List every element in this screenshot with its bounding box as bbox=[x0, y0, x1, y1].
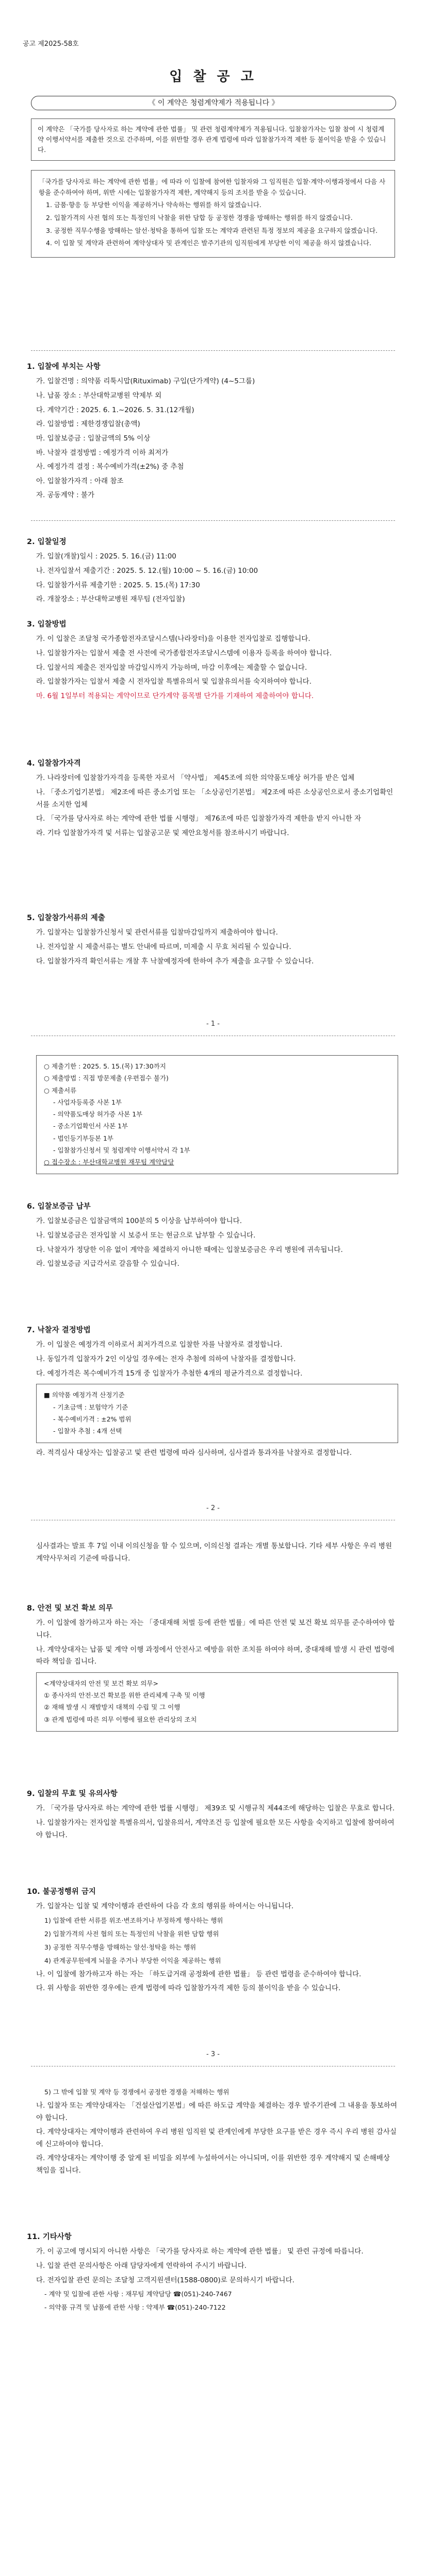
section-item: 가. 입찰(개찰)일시 : 2025. 5. 16.(금) 11:00 bbox=[36, 552, 176, 561]
section-item: 다. 전자입찰 관련 문의는 조달청 고객지원센터(1588-0800)로 문의하시기 바랍니다. bbox=[36, 2276, 294, 2284]
section-eligibility bbox=[27, 757, 398, 842]
submission-details bbox=[36, 1055, 398, 1174]
section-item: 다. 위 사항을 위반한 경우에는 관계 법령에 따라 입찰참가자격 제한 등의 불이익을 받을 수 있습니다. bbox=[36, 1984, 341, 1993]
submission-line: - 의약품도매상 허가증 사본 1부 bbox=[53, 1110, 143, 1118]
section-heading: 11. 기타사항 bbox=[27, 2233, 72, 2241]
section-item: 나. 입찰보증금은 전자입찰 시 보증서 또는 현금으로 납부할 수 있습니다. bbox=[36, 1231, 256, 1240]
section-subitem: 5) 그 밖에 입찰 및 계약 등 경쟁에서 공정한 경쟁을 저해하는 행위 bbox=[44, 2088, 230, 2096]
section-item: 바. 낙찰자 결정방법 : 예정가격 이하 최저가 bbox=[36, 448, 169, 457]
section-invalid bbox=[27, 1788, 398, 1843]
safety-duty-box bbox=[36, 1672, 398, 1732]
integrity-rules-box bbox=[31, 170, 395, 258]
price-basis-line: - 입찰자 추첨 : 4개 선택 bbox=[53, 1427, 122, 1435]
section-unfair bbox=[27, 1886, 398, 1997]
section-item: 나. 입찰참가자는 전자입찰 특별유의서, 입찰유의서, 계약조건 등 입찰에 필요한 모든 사항을 숙지하고 입찰에 참여하여야 합니다. bbox=[36, 1819, 395, 1839]
section-item: 라. 입찰보증금 지급각서로 갈음할 수 있습니다. bbox=[36, 1260, 179, 1268]
section-subitem: 2) 입찰가격의 사전 협의 또는 특정인의 낙찰을 위한 담합 행위 bbox=[44, 1929, 219, 1938]
submission-line: ○ 제출기한 : 2025. 5. 15.(목) 17:30까지 bbox=[44, 1062, 166, 1070]
page-title: 입 찰 공 고 bbox=[169, 69, 257, 84]
section-safety bbox=[27, 1602, 398, 1736]
contact-line: - 계약 및 입찰에 관한 사항 : 재무팀 계약담당 ☎(051)-240-7467 bbox=[44, 2290, 232, 2298]
section-item: 다. 예정가격은 복수예비가격 15개 중 입찰자가 추첨한 4개의 평균가격으로 결정합니다. bbox=[36, 1369, 303, 1378]
section-item: 다. 계약기간 : 2025. 6. 1.~2026. 5. 31.(12개월) bbox=[36, 405, 194, 414]
section-item: 자. 공동계약 : 불가 bbox=[36, 491, 95, 500]
price-basis-line: - 복수예비가격 : ±2% 범위 bbox=[53, 1415, 132, 1423]
section-item: 라. 입찰참가자는 입찰서 제출 시 전자입찰 특별유의서 및 입찰유의서를 숙지하여야 합니다. bbox=[36, 677, 312, 686]
section-item: 가. 「국가를 당사자로 하는 계약에 관한 법률 시행령」 제39조 및 시행규칙 제44조에 해당하는 입찰은 무효로 합니다. bbox=[36, 1804, 395, 1813]
rules-item: 1. 금품·향응 등 부당한 이익을 제공하거나 약속하는 행위를 하지 않겠습니다. bbox=[46, 201, 261, 209]
section-method bbox=[27, 618, 398, 705]
submission-line: - 법인등기부등본 1부 bbox=[53, 1134, 114, 1142]
section-schedule bbox=[27, 536, 398, 608]
section-bid-items bbox=[27, 361, 398, 504]
section-item: 나. 입찰 관련 문의사항은 아래 담당자에게 연락하여 주시기 바랍니다. bbox=[36, 2262, 247, 2270]
rules-item: 4. 이 입찰 및 계약과 관련하여 계약상대자 및 관계인은 발주기관의 임직원에게 부당한 이익 제공을 하지 않겠습니다. bbox=[46, 239, 371, 247]
section-item: 다. 입찰참가자격 확인서류는 개찰 후 낙찰예정자에 한하여 추가 제출을 요구할 수 있습니다. bbox=[36, 957, 314, 965]
section-item: 아. 입찰참가자격 : 아래 참조 bbox=[36, 477, 124, 485]
submission-line: ○ 제출서류 bbox=[44, 1086, 77, 1094]
page-number: - 2 - bbox=[206, 1504, 220, 1512]
submission-line: - 중소기업확인서 사본 1부 bbox=[53, 1122, 128, 1130]
safety-duty-line: ③ 관계 법령에 따른 의무 이행에 필요한 관리상의 조치 bbox=[44, 1715, 197, 1723]
section-heading: 4. 입찰참가자격 bbox=[27, 759, 81, 768]
submission-box bbox=[27, 1051, 398, 1178]
section-item: 사. 예정가격 결정 : 복수예비가격(±2%) 중 추첨 bbox=[36, 463, 184, 471]
section-item: 가. 이 공고에 명시되지 아니한 사항은 「국가를 당사자로 하는 계약에 관한 법률」 및 관련 규정에 따릅니다. bbox=[36, 2247, 364, 2256]
rules-item: 3. 공정한 직무수행을 방해하는 알선·청탁을 통하여 입찰 또는 계약과 관련된 특정 정보의 제공을 요구하지 않겠습니다. bbox=[46, 226, 378, 234]
section-item: 나. 입찰자 또는 계약상대자는 「건설산업기본법」에 따른 하도급 계약을 체결하는 경우 발주기관에 그 내용을 통보하여야 합니다. bbox=[36, 2101, 398, 2122]
page-number: - 1 - bbox=[206, 1020, 220, 1028]
rules-item: 2. 입찰가격의 사전 협의 또는 특정인의 낙찰을 위한 담합 등 공정한 경쟁을 방해하는 행위를 하지 않겠습니다. bbox=[46, 213, 353, 222]
section-item: 가. 입찰보증금은 입찰금액의 100분의 5 이상을 납부하여야 합니다. bbox=[36, 1217, 242, 1226]
section-item: 나. 전자입찰 시 제출서류는 별도 안내에 따르며, 미제출 시 무효 처리될 수 있습니다. bbox=[36, 943, 291, 951]
section-item: 라. 개찰장소 : 부산대학교병원 재무팀 (전자입찰) bbox=[36, 595, 185, 604]
section-item: 라. 입찰방법 : 제한경쟁입찰(총액) bbox=[36, 420, 140, 429]
price-basis-box bbox=[36, 1384, 398, 1443]
section-heading: 10. 불공정행위 금지 bbox=[27, 1888, 96, 1896]
section-item: 나. 이 입찰에 참가하고자 하는 자는 「하도급거래 공정화에 관한 법률」 등 관련 법령을 준수하여야 합니다. bbox=[36, 1970, 362, 1978]
safety-duty-line: ② 재해 발생 시 재발방지 대책의 수립 및 그 이행 bbox=[44, 1703, 181, 1711]
price-basis-line: - 기초금액 : 보험약가 기준 bbox=[53, 1403, 128, 1411]
divider bbox=[31, 520, 395, 521]
safety-duty-line: <계약상대자의 안전 및 보건 확보 의무> bbox=[44, 1679, 158, 1687]
section-heading: 1. 입찰에 부치는 사항 bbox=[27, 363, 101, 371]
section-misc bbox=[27, 2231, 398, 2315]
section-item: 라. 계약상대자는 계약이행 중 알게 된 비밀을 외부에 누설하여서는 아니되며, 이를 위반한 경우 계약해지 및 손해배상 책임을 집니다. bbox=[36, 2154, 390, 2175]
section-item: 가. 나라장터에 입찰참가자격을 등록한 자로서 「약사법」 제45조에 의한 의약품도매상 허가를 받은 업체 bbox=[36, 774, 355, 783]
page-number: - 3 - bbox=[206, 2050, 220, 2058]
intro-box bbox=[31, 118, 395, 161]
section-item: 다. 계약상대자는 계약이행과 관련하여 우리 병원 임직원 및 관계인에게 부당한 요구를 받은 경우 즉시 우리 병원 감사실에 신고하여야 합니다. bbox=[36, 2128, 397, 2148]
submission-line: - 사업자등록증 사본 1부 bbox=[53, 1098, 122, 1106]
section-documents bbox=[27, 912, 398, 970]
section-item: 라. 적격심사 대상자는 입찰공고 및 관련 법령에 따라 심사하며, 심사결과 통과자를 낙찰자로 결정합니다. bbox=[36, 1449, 352, 1458]
section-heading: 8. 안전 및 보건 확보 의무 bbox=[27, 1604, 113, 1613]
submission-line: - 입찰참가신청서 및 청렴계약 이행서약서 각 1부 bbox=[53, 1146, 190, 1154]
section-unfair-continued bbox=[27, 2087, 398, 2179]
section-subitem: 1) 입찰에 관한 서류를 위조·변조하거나 부정하게 행사하는 행위 bbox=[44, 1917, 223, 1924]
section-subitem: 3) 공정한 직무수행을 방해하는 알선·청탁을 하는 행위 bbox=[44, 1943, 196, 1951]
notice-number: 공고 제2025-58호 bbox=[23, 40, 79, 48]
integrity-banner: 《 이 계약은 청렴계약제가 적용됩니다 》 bbox=[31, 96, 396, 110]
section-item: 가. 이 입찰에 참가하고자 하는 자는 「중대재해 처벌 등에 관한 법률」에 따른 안전 및 보건 확보 의무를 준수하여야 합니다. bbox=[36, 1619, 395, 1639]
section-item: 다. 입찰참가서류 제출기한 : 2025. 5. 15.(목) 17:30 bbox=[36, 581, 200, 589]
contact-line: - 의약품 규격 및 납품에 관한 사항 : 약제부 ☎(051)-240-7122 bbox=[44, 2303, 226, 2312]
section-item: 가. 입찰자는 입찰참가신청서 및 관련서류를 입찰마감일까지 제출하여야 합니다. bbox=[36, 928, 278, 937]
rules-lead: 「국가를 당사자로 하는 계약에 관한 법률」에 따라 이 입찰에 참여한 입찰자와 그 임직원은 입찰·계약·이행과정에서 다음 사항을 준수하여야 하며, 위반 시에는 입찰참가자격 제한, 계약해지 등의 조치를 받을 수 있습니다. bbox=[39, 178, 386, 196]
section-heading: 7. 낙찰자 결정방법 bbox=[27, 1326, 91, 1334]
section-item: 나. 전자입찰서 제출기간 : 2025. 5. 12.(월) 10:00 ~ 5. 16.(금) 10:00 bbox=[36, 567, 258, 575]
submission-line: ○ 접수장소 : 부산대학교병원 재무팀 계약담당 bbox=[44, 1158, 174, 1166]
section-heading: 5. 입찰참가서류의 제출 bbox=[27, 914, 105, 922]
submission-line: ○ 제출방법 : 직접 방문제출 (우편접수 불가) bbox=[44, 1074, 169, 1082]
section-heading: 2. 입찰일정 bbox=[27, 538, 67, 546]
section-item: 가. 입찰자는 입찰 및 계약이행과 관련하여 다음 각 호의 행위를 하여서는 아니됩니다. bbox=[36, 1902, 294, 1911]
section-item-highlight: 마. 6월 1일부터 적용되는 계약이므로 단가계약 품목별 단가를 기재하여 제출하여야 합니다. bbox=[36, 691, 314, 700]
price-basis-line: ■ 의약품 예정가격 산정기준 bbox=[44, 1391, 125, 1399]
divider bbox=[31, 350, 395, 351]
section-heading: 9. 입찰의 무효 및 유의사항 bbox=[27, 1790, 118, 1798]
section-item: 가. 입찰건명 : 의약품 리툭시맙(Rituximab) 구입(단가계약) (4~5그룹) bbox=[36, 377, 255, 386]
section-item: 나. 계약상대자는 납품 및 계약 이행 과정에서 안전사고 예방을 위한 조치를 하여야 하며, 중대재해 발생 시 관련 법령에 따라 책임을 집니다. bbox=[36, 1645, 395, 1666]
section-item: 다. 낙찰자가 정당한 이유 없이 계약을 체결하지 아니한 때에는 입찰보증금은 우리 병원에 귀속됩니다. bbox=[36, 1245, 343, 1254]
section-heading: 3. 입찰방법 bbox=[27, 620, 67, 629]
intro-text: 이 계약은 「국가를 당사자로 하는 계약에 관한 법률」 및 관련 청렴계약제가 적용됩니다. 입찰참가자는 입찰 참여 시 청렴계약 이행서약서를 제출한 것으로 간주하며, 이를 위반할 경우 관계 법령에 따라 입찰참가자격 제한 등 불이익을 받을 수 있습니다. bbox=[38, 125, 386, 154]
section-award bbox=[27, 1324, 398, 1462]
section-review-note bbox=[27, 1540, 398, 1567]
section-item: 다. 입찰서의 제출은 전자입찰 마감일시까지 가능하며, 마감 이후에는 제출할 수 없습니다. bbox=[36, 663, 307, 672]
review-note: 심사결과는 발표 후 7일 이내 이의신청을 할 수 있으며, 이의신청 결과는 개별 통보합니다. 기타 세부 사항은 우리 병원 계약사무처리 기준에 따릅니다. bbox=[36, 1542, 392, 1563]
section-item: 라. 기타 입찰참가자격 및 서류는 입찰공고문 및 제안요청서를 참조하시기 바랍니다. bbox=[36, 828, 289, 837]
section-item: 나. 입찰참가자는 입찰서 제출 전 사전에 국가종합전자조달시스템에 이용자 등록을 하여야 합니다. bbox=[36, 649, 332, 657]
section-item: 나. 「중소기업기본법」 제2조에 따른 중소기업 또는 「소상공인기본법」 제2조에 따른 소상공인으로서 중소기업확인서를 소지한 업체 bbox=[36, 788, 394, 809]
section-item: 마. 입찰보증금 : 입찰금액의 5% 이상 bbox=[36, 434, 151, 443]
section-item: 나. 동일가격 입찰자가 2인 이상일 경우에는 전자 추첨에 의하여 낙찰자를 결정합니다. bbox=[36, 1355, 296, 1363]
section-item: 가. 이 입찰은 예정가격 이하로서 최저가격으로 입찰한 자를 낙찰자로 결정합니다. bbox=[36, 1341, 283, 1349]
section-deposit bbox=[27, 1200, 398, 1273]
section-subitem: 4) 관계공무원에게 뇌물을 주거나 부당한 이익을 제공하는 행위 bbox=[44, 1956, 221, 1964]
section-item: 나. 납품 장소 : 부산대학교병원 약제부 외 bbox=[36, 392, 162, 400]
section-item: 가. 이 입찰은 조달청 국가종합전자조달시스템(나라장터)을 이용한 전자입찰로 집행합니다. bbox=[36, 635, 310, 643]
section-item: 다. 「국가를 당사자로 하는 계약에 관한 법률 시행령」 제76조에 따른 입찰참가자격 제한을 받지 아니한 자 bbox=[36, 815, 362, 823]
section-heading: 6. 입찰보증금 납부 bbox=[27, 1202, 91, 1211]
safety-duty-line: ① 종사자의 안전·보건 확보를 위한 관리체계 구축 및 이행 bbox=[44, 1691, 205, 1700]
